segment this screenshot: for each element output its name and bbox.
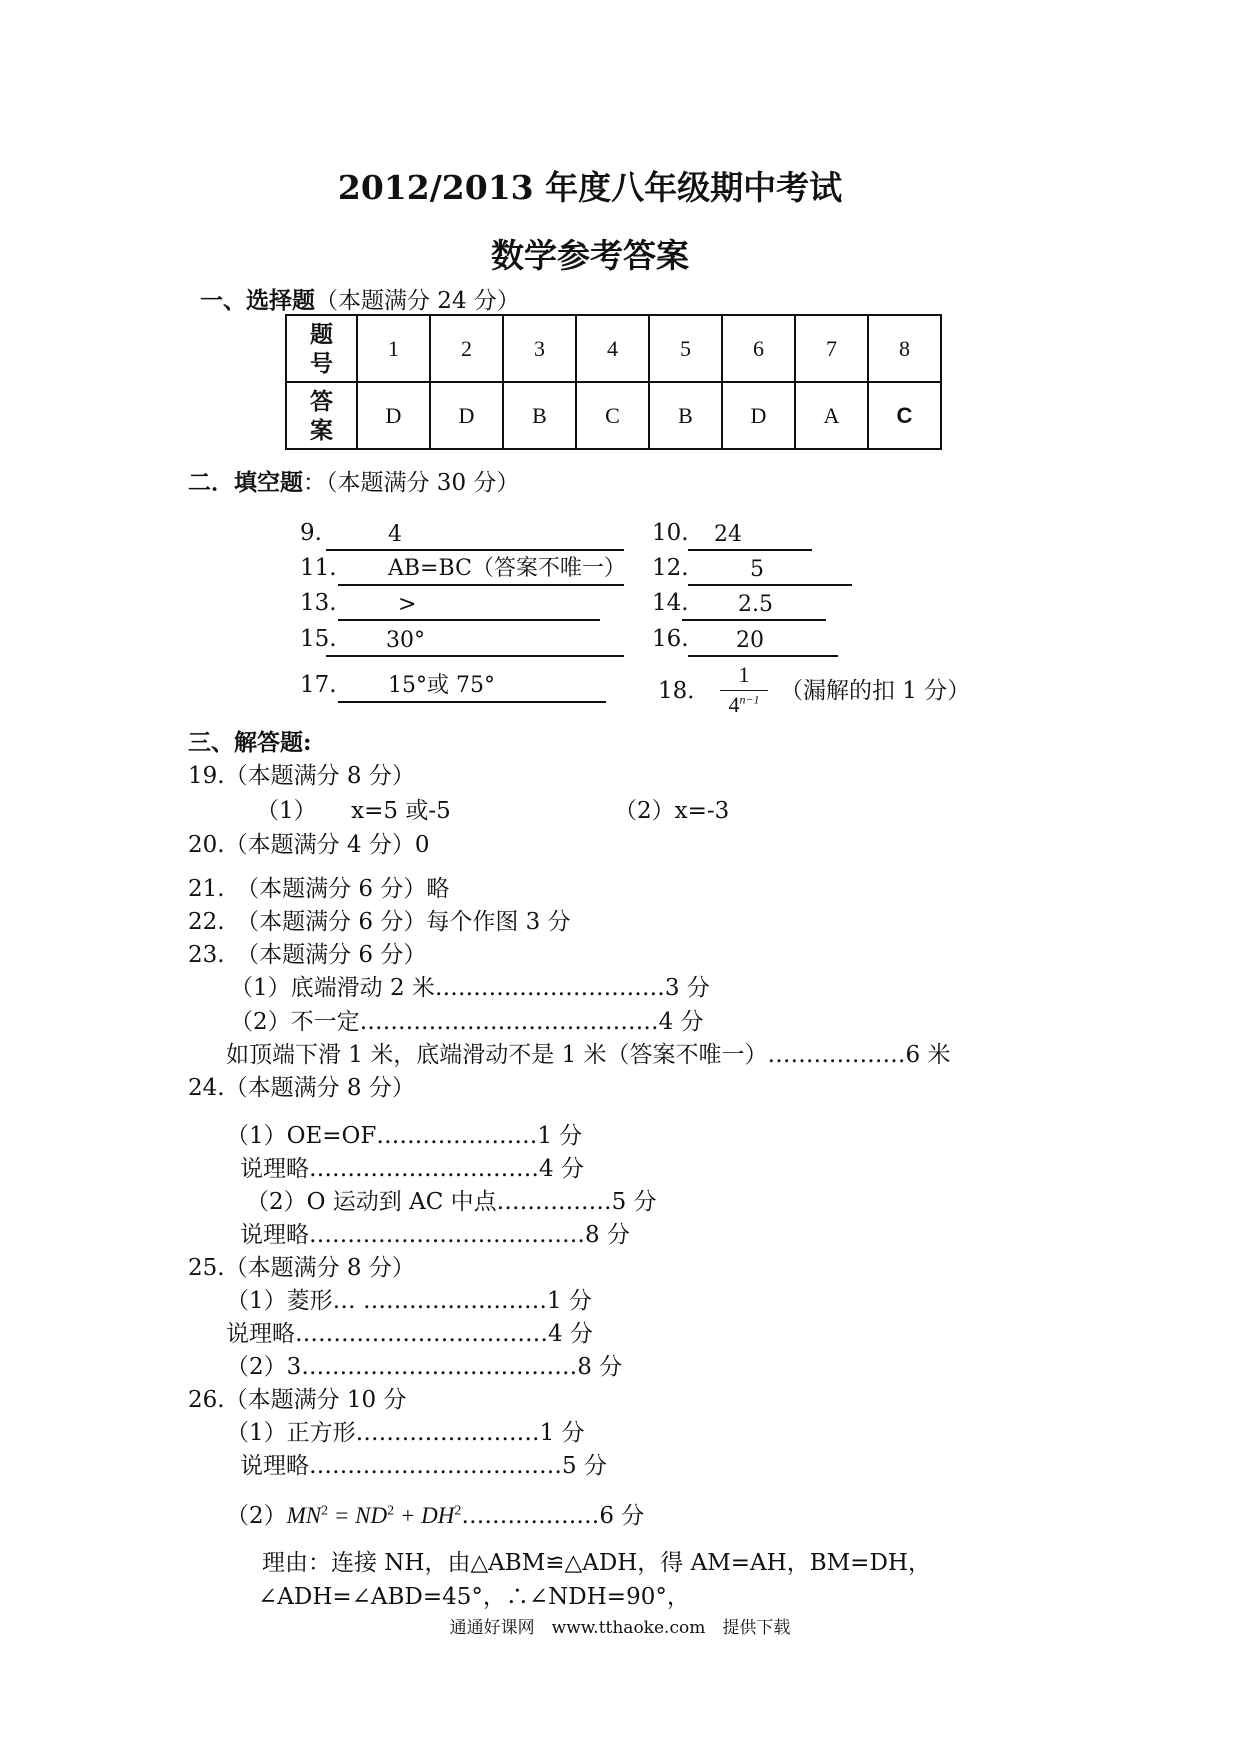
fill-item-number: 9.: [300, 520, 322, 546]
fill-item-answer: [338, 589, 600, 621]
question-number-cell: 1: [357, 315, 430, 382]
q22-line: 22. （本题满分 6 分）每个作图 3 分: [188, 909, 571, 935]
answer-cell: B: [649, 382, 722, 449]
fill-item-answer: [338, 671, 606, 703]
q25-line3: （2）3………………………………8 分: [226, 1354, 623, 1380]
row-label-char: 号: [310, 350, 333, 376]
q25-head: 25.（本题满分 8 分）: [188, 1255, 415, 1281]
answer-cell: D: [722, 382, 795, 449]
section3-heading-label: 三、解答题:: [188, 729, 312, 756]
table-row-label: [286, 382, 357, 449]
table-row: [286, 315, 941, 382]
q23-line3: 如顶端下滑 1 米，底端滑动不是 1 米（答案不唯一）………………6 米: [226, 1042, 951, 1068]
table-row: [286, 382, 941, 449]
fill-item-answer: [682, 589, 826, 621]
section1-heading-label: 一、选择题: [200, 287, 315, 314]
answer-cell: C: [576, 382, 649, 449]
math-term: MN: [286, 1503, 322, 1528]
answer-cell: D: [357, 382, 430, 449]
fill-item-answer: [338, 554, 624, 586]
row-label-char: 题: [310, 321, 333, 347]
q26-line3-suffix: ………………6 分: [461, 1503, 645, 1529]
fill-answer-text: >: [398, 592, 417, 617]
q19-head: 19.（本题满分 8 分）: [188, 763, 415, 789]
fill-item-number: 13.: [300, 590, 337, 616]
q25-line2: 说理略……………………………4 分: [226, 1321, 593, 1347]
question-number-cell: 3: [503, 315, 576, 382]
fill-item-answer: [326, 625, 624, 657]
q24-head: 24.（本题满分 8 分）: [188, 1075, 415, 1101]
q23-line2: （2）不一定…………………………………4 分: [230, 1009, 704, 1035]
q19-part1: （1） x=5 或-5: [256, 798, 451, 824]
fill-item-number: 18．: [658, 678, 711, 704]
question-number-cell: 2: [430, 315, 503, 382]
q24-line2: 说理略…………………………4 分: [240, 1156, 584, 1182]
fill-item-answer: [688, 625, 838, 657]
choice-answer-table: [285, 314, 942, 450]
fill-answer-text: AB=BC（答案不唯一）: [388, 556, 626, 581]
fill-answer-text: 24: [714, 522, 742, 547]
fill-answer-text: 5: [750, 557, 764, 582]
fill-item-number: 10.: [652, 520, 689, 546]
q26-line4: 理由：连接 NH，由△ABM≌△ADH，得 AM=AH，BM=DH，: [262, 1550, 931, 1576]
section2-heading: [188, 464, 519, 497]
fraction-base: 4: [728, 692, 740, 717]
page-subtitle: 数学参考答案: [491, 236, 689, 275]
answer-cell: D: [430, 382, 503, 449]
q24-line1: （1）OE=OF…………………1 分: [226, 1123, 583, 1149]
q19-part2: （2）x=-3: [614, 798, 730, 824]
q25-line1: （1）菱形… ……………………1 分: [226, 1288, 592, 1314]
section1-heading-note: （本题满分 24 分）: [315, 288, 520, 314]
section2-heading-label: 二．填空题: [188, 469, 303, 496]
fill-answer-text: 15°或 75°: [388, 673, 495, 698]
question-number-cell: 7: [795, 315, 868, 382]
q26-line1: （1）正方形……………………1 分: [226, 1420, 585, 1446]
fill-item-answer: [688, 519, 812, 551]
q21-line: 21. （本题满分 6 分）略: [188, 876, 450, 902]
table-row-label: [286, 315, 357, 382]
q26-line3-prefix: （2）: [226, 1503, 287, 1529]
fill-answer-text: 30°: [386, 628, 425, 653]
math-exponent: 2: [387, 1503, 395, 1519]
fill-answer-text: 2.5: [738, 592, 773, 617]
fill-item-number: 15.: [300, 626, 337, 652]
answer-cell: C: [868, 382, 941, 449]
q23-head: 23. （本题满分 6 分）: [188, 942, 427, 968]
q26-line3: [226, 1497, 644, 1530]
question-number-cell: 4: [576, 315, 649, 382]
fill-item-answer: [688, 554, 852, 586]
math-term: = ND: [328, 1503, 388, 1528]
q24-line4: 说理略………………………………8 分: [240, 1222, 630, 1248]
fill-item-number: 11.: [300, 555, 337, 581]
question-number-cell: 5: [649, 315, 722, 382]
q24-line3: （2）O 运动到 AC 中点……………5 分: [246, 1189, 657, 1215]
fill-answer-text: 4: [388, 522, 402, 547]
fraction-exponent: n−1: [739, 692, 760, 707]
answer-cell: A: [795, 382, 868, 449]
row-label-char: 案: [310, 417, 333, 443]
section2-heading-note: ：（本题满分 30 分）: [303, 470, 520, 496]
page-title: 2012/2013 年度八年级期中考试: [337, 168, 843, 207]
math-term: + DH: [394, 1503, 455, 1528]
fraction-denominator: [720, 691, 768, 718]
fill-answer-text: 20: [736, 628, 764, 653]
question-number-cell: 8: [868, 315, 941, 382]
q18-fraction: [720, 662, 768, 718]
section1-heading: [200, 282, 520, 315]
q18-note: （漏解的扣 1 分）: [780, 678, 971, 704]
q26-line2: 说理略……………………………5 分: [240, 1453, 607, 1479]
question-number-cell: 6: [722, 315, 795, 382]
fill-item-number: 17.: [300, 672, 337, 698]
math-exponent: 2: [321, 1503, 329, 1519]
math-formula: [287, 1503, 462, 1528]
q23-line1: （1）底端滑动 2 米…………………………3 分: [230, 975, 710, 1001]
page-footer: 通通好课网 www.tthaoke.com 提供下载: [449, 1618, 791, 1638]
fraction-numerator: 1: [720, 662, 768, 691]
fill-item-number: 14.: [652, 590, 689, 616]
answer-cell: B: [503, 382, 576, 449]
math-exponent: 2: [454, 1503, 462, 1519]
fill-item-number: 12.: [652, 555, 689, 581]
q20-line: 20.（本题满分 4 分）0: [188, 832, 430, 858]
row-label-char: 答: [310, 388, 333, 414]
section3-heading: [188, 724, 312, 757]
fill-item-number: 16.: [652, 626, 689, 652]
fill-item-answer: [326, 519, 624, 551]
q26-head: 26.（本题满分 10 分: [188, 1387, 407, 1413]
q26-line5: ∠ADH=∠ABD=45°，∴∠NDH=90°，: [258, 1584, 690, 1610]
